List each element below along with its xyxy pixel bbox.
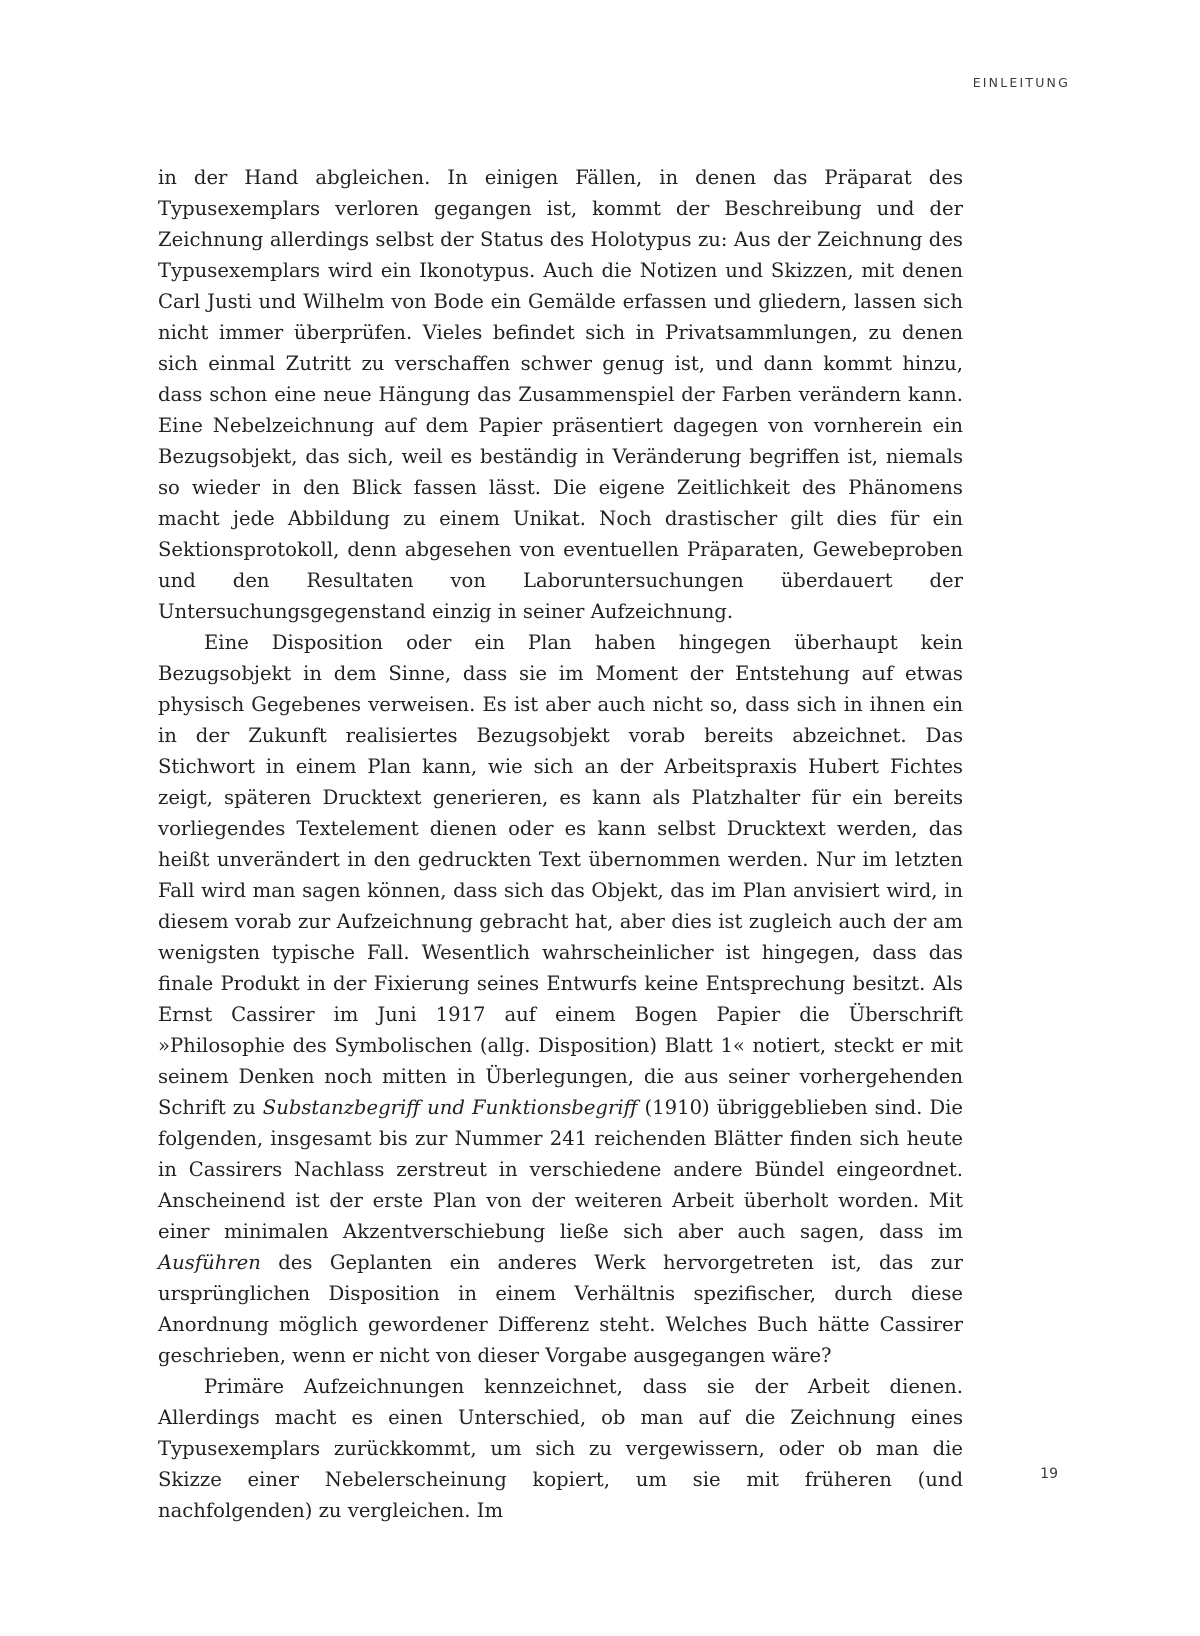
paragraph-3: Primäre Aufzeichnungen kennzeichnet, dass sie der Arbeit dienen. Allerdings macht es einen Unterschied, ob man auf die Zeichnung eines Typusexemplars zurückkommt, um sich zu vergewissern, oder ob man die Skizze einer Nebelerscheinung kopiert, um sie mit früheren (und nachfolgenden) zu vergleichen. Im: [158, 1375, 963, 1522]
paragraph-2-part-1: Eine Disposition oder ein Plan haben hingegen überhaupt kein Bezugsobjekt in dem Sinne, dass sie im Moment der Entstehung auf etwas physisch Gegebenes verweisen. Es ist aber auch nicht so, dass sich in ihnen ein in der Zukunft realisiertes Bezugsobjekt vorab bereits abzeichnet. Das Stichwort in einem Plan kann, wie sich an der Arbeitspraxis Hubert Fichtes zeigt, späteren Drucktext generieren, es kann als Platzhalter für ein bereits vorliegendes Textelement dienen oder es kann selbst Drucktext werden, das heißt unverändert in den gedruckten Text übernommen werden. Nur im letzten Fall wird man sagen können, dass sich das Objekt, das im Plan anvisiert wird, in diesem vorab zur Aufzeichnung gebracht hat, aber dies ist zugleich auch der am wenigsten typische Fall. Wesentlich wahrscheinlicher ist hingegen, dass das finale Produkt in der Fixierung seines Entwurfs keine Entsprechung besitzt. Als Ernst Cassirer im Juni 1917 auf einem Bogen Papier die Überschrift »Philosophie des Symbolischen (allg. Disposition) Blatt 1« notiert, steckt er mit seinem Denken noch mitten in Überlegungen, die aus seiner vorhergehenden Schrift zu: [158, 631, 963, 1119]
paragraph-2-part-2: (1910) übriggeblieben sind. Die folgenden, insgesamt bis zur Nummer 241 reichenden Blätter finden sich heute in Cassirers Nachlass zerstreut in verschiedene andere Bündel eingeordnet. Anscheinend ist der erste Plan von der weiteren Arbeit überholt worden. Mit einer minimalen Akzentverschiebung ließe sich aber auch sagen, dass im: [158, 1096, 963, 1243]
paragraph-2: [158, 627, 963, 1371]
paragraph-2-part-3: des Geplanten ein anderes Werk hervorgetreten ist, das zur ursprünglichen Disposition in einem Verhältnis spezifischer, durch diese Anordnung möglich gewordener Differenz steht. Welches Buch hätte Cassirer geschrieben, wenn er nicht von dieser Vorgabe ausgegangen wäre?: [158, 1251, 963, 1367]
page-number: 19: [1040, 1466, 1058, 1482]
paragraph-1: in der Hand abgleichen. In einigen Fällen, in denen das Präparat des Typusexemplars verloren gegangen ist, kommt der Beschreibung und der Zeichnung allerdings selbst der Status des Holotypus zu: Aus der Zeichnung des Typusexemplars wird ein Ikonotypus. Auch die Notizen und Skizzen, mit denen Carl Justi und Wilhelm von Bode ein Gemälde erfassen und gliedern, lassen sich nicht immer überprüfen. Vieles befindet sich in Privatsammlungen, zu denen sich einmal Zutritt zu verschaffen schwer genug ist, und dann kommt hinzu, dass schon eine neue Hängung das Zusammenspiel der Farben verändern kann. Eine Nebelzeichnung auf dem Papier präsentiert dagegen von vornherein ein Bezugsobjekt, das sich, weil es beständig in Veränderung begriffen ist, niemals so wieder in den Blick fassen lässt. Die eigene Zeitlichkeit des Phänomens macht jede Abbildung zu einem Unikat. Noch drastischer gilt dies für ein Sektionsprotokoll, denn abgesehen von eventuellen Präparaten, Gewebeproben und den Resultaten von Laboruntersuchungen überdauert der Untersuchungsgegenstand einzig in seiner Aufzeichnung.: [158, 166, 963, 623]
body-text: [158, 162, 963, 1526]
italic-title-substanzbegriff: Substanzbegriff und Funktionsbegriff: [262, 1096, 638, 1119]
italic-ausfuehren: Ausführen: [158, 1251, 261, 1274]
running-head: EINLEITUNG: [972, 75, 1070, 90]
